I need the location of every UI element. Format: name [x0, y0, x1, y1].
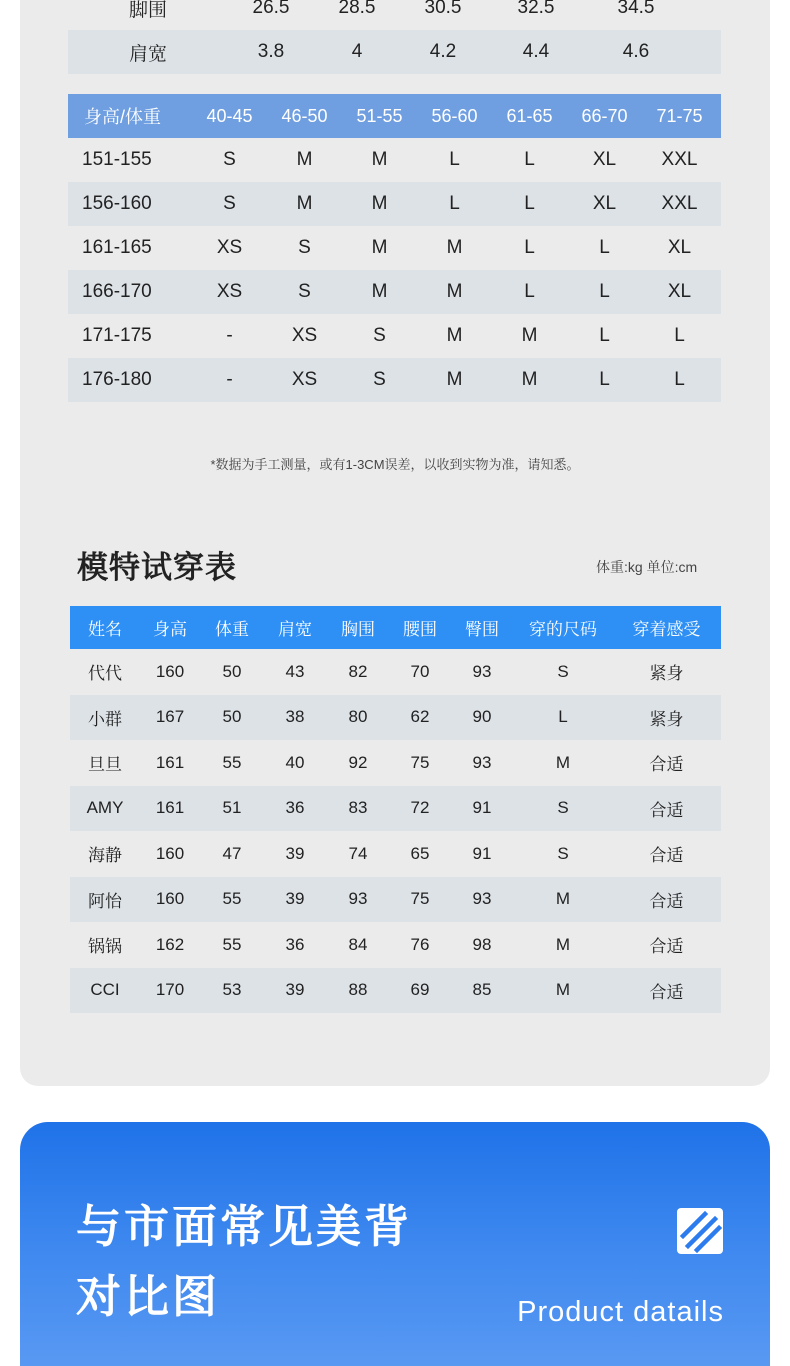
- header-cell: 40-45: [206, 105, 253, 126]
- table-row: [68, 138, 721, 182]
- table-cell: 170: [155, 980, 185, 1000]
- size-cell: XXL: [661, 193, 698, 214]
- table-header: [68, 94, 721, 138]
- units-label: 体重:kg 单位:cm: [596, 559, 698, 575]
- size-cell: M: [296, 193, 313, 214]
- table-cell: 160: [155, 889, 185, 909]
- table-cell: 39: [285, 843, 305, 863]
- size-cell: L: [524, 149, 535, 170]
- table-cell: 161: [155, 752, 185, 772]
- table-cell: 4: [351, 41, 363, 62]
- size-cell: XL: [592, 193, 617, 214]
- table-cell: M: [555, 934, 571, 954]
- table-cell: 4.4: [522, 41, 550, 62]
- table-cell: 84: [348, 934, 368, 954]
- table-cell: 161: [155, 798, 185, 818]
- table-cell: 4.2: [429, 41, 457, 62]
- table-cell: L: [558, 707, 568, 727]
- table-cell: 53: [222, 980, 242, 1000]
- size-cell: S: [373, 325, 386, 346]
- table-cell: 4.6: [622, 41, 650, 62]
- size-cell: L: [524, 193, 535, 214]
- table-cell: 50: [222, 707, 242, 727]
- table-row: [68, 358, 721, 402]
- header-cell: 46-50: [281, 105, 328, 126]
- table-body: [68, 138, 721, 402]
- size-cell: XS: [216, 237, 243, 258]
- table-cell: 69: [410, 980, 430, 1000]
- size-cell: XXL: [661, 149, 698, 170]
- header-cell: 姓名: [88, 620, 122, 639]
- table-cell: 26.5: [252, 0, 290, 18]
- table-cell: 98: [472, 934, 492, 954]
- size-cell: XS: [291, 369, 318, 390]
- size-cell: -: [226, 369, 233, 390]
- table-cell: 65: [410, 843, 430, 863]
- size-cell: M: [446, 237, 463, 258]
- table-cell: 51: [222, 798, 242, 818]
- size-cell: S: [373, 369, 386, 390]
- size-cell: L: [524, 237, 535, 258]
- banner-title: 与市面常见美背对比图: [76, 1201, 413, 1322]
- size-cell: M: [446, 281, 463, 302]
- size-cell: L: [524, 281, 535, 302]
- table-cell: M: [555, 752, 571, 772]
- table-cell: S: [557, 798, 569, 818]
- table-cell: 83: [348, 798, 368, 818]
- table-cell: M: [555, 889, 571, 909]
- table-cell: 93: [348, 889, 368, 909]
- table-row: [68, 226, 721, 270]
- table-cell: 43: [285, 661, 305, 681]
- size-cell: M: [371, 281, 388, 302]
- size-cell: -: [226, 325, 233, 346]
- banner-subtitle: Product datails: [517, 1296, 724, 1328]
- table-cell: 合适: [649, 846, 684, 866]
- table-cell: 合适: [649, 937, 684, 957]
- size-cell: M: [371, 237, 388, 258]
- size-cell: S: [298, 281, 311, 302]
- table-cell: 36: [285, 798, 305, 818]
- table-cell: 55: [222, 889, 242, 909]
- table-cell: 合适: [649, 800, 684, 820]
- table-row: [68, 30, 721, 74]
- model-name: AMY: [86, 798, 124, 818]
- table-cell: 32.5: [517, 0, 555, 18]
- table-cell: 75: [410, 889, 430, 909]
- table-cell: S: [557, 661, 569, 681]
- table-cell: 76: [410, 934, 430, 954]
- table-cell: 92: [348, 752, 368, 772]
- size-chart-top: [68, 0, 721, 74]
- header-cell: 身高: [153, 620, 187, 639]
- table-cell: 28.5: [338, 0, 376, 18]
- table-cell: 62: [410, 707, 430, 727]
- table-cell: 70: [410, 661, 430, 681]
- header-cell: 腰围: [403, 620, 437, 639]
- table-row: [70, 831, 721, 877]
- table-cell: 39: [285, 889, 305, 909]
- row-label: 151-155: [82, 149, 152, 170]
- table-row: [68, 270, 721, 314]
- diagonal-stripes-logo-icon: [675, 1206, 725, 1256]
- size-cell: XL: [667, 237, 692, 258]
- table-row: [70, 695, 721, 741]
- header-cell: 穿着感受: [632, 620, 701, 639]
- header-cell: 61-65: [506, 105, 553, 126]
- header-cell: 穿的尺码: [529, 620, 597, 639]
- table-cell: 80: [348, 707, 368, 727]
- header-cell: 51-55: [356, 105, 403, 126]
- table-row: [70, 968, 721, 1014]
- table-cell: 38: [285, 707, 305, 727]
- section-title: 模特试穿表: [77, 550, 237, 585]
- table-row: [68, 182, 721, 226]
- table-row: [70, 922, 721, 968]
- size-cell: L: [599, 281, 610, 302]
- header-cell: 胸围: [341, 620, 375, 639]
- size-cell: L: [599, 369, 610, 390]
- size-cell: M: [521, 325, 538, 346]
- size-cell: XL: [592, 149, 617, 170]
- table-cell: 162: [155, 934, 185, 954]
- table-cell: 36: [285, 934, 305, 954]
- table-row: [70, 740, 721, 786]
- table-cell: M: [555, 980, 571, 1000]
- table-cell: 85: [472, 980, 492, 1000]
- row-label: 156-160: [82, 193, 152, 214]
- table-cell: 160: [155, 843, 185, 863]
- model-name: 阿怡: [88, 891, 122, 911]
- table-cell: 50: [222, 661, 242, 681]
- table-cell: 55: [222, 752, 242, 772]
- table-cell: 紧身: [649, 664, 684, 684]
- size-cell: M: [446, 369, 463, 390]
- table-row: [70, 649, 721, 695]
- model-fitting-table: [70, 606, 721, 1013]
- table-cell: 紧身: [649, 709, 684, 729]
- size-cell: L: [449, 193, 460, 214]
- table-cell: 39: [285, 980, 305, 1000]
- table-cell: 72: [410, 798, 430, 818]
- table-cell: 88: [348, 980, 368, 1000]
- header-cell: 66-70: [581, 105, 628, 126]
- table-row: [70, 877, 721, 923]
- table-cell: 93: [472, 889, 492, 909]
- row-label: 171-175: [82, 325, 152, 346]
- size-cell: L: [674, 325, 685, 346]
- size-cell: L: [449, 149, 460, 170]
- table-cell: 93: [472, 661, 492, 681]
- table-cell: 47: [222, 843, 242, 863]
- header-cell: 臀围: [465, 620, 499, 639]
- table-cell: 75: [410, 752, 430, 772]
- size-cell: M: [521, 369, 538, 390]
- size-cell: XS: [291, 325, 318, 346]
- table-row: [70, 786, 721, 832]
- header-cell: 71-75: [656, 105, 703, 126]
- table-cell: 40: [285, 752, 305, 772]
- header-cell: 56-60: [431, 105, 478, 126]
- table-cell: 合适: [649, 891, 684, 911]
- size-cell: XL: [667, 281, 692, 302]
- header-cell: 身高/体重: [84, 107, 162, 127]
- header-cell: 体重: [215, 620, 249, 639]
- row-label: 166-170: [82, 281, 152, 302]
- table-cell: 91: [472, 843, 492, 863]
- table-row: [68, 0, 721, 30]
- size-cell: L: [674, 369, 685, 390]
- table-cell: 167: [155, 707, 185, 727]
- table-row: [68, 314, 721, 358]
- size-cell: L: [599, 325, 610, 346]
- size-cell: S: [223, 193, 236, 214]
- row-label: 脚围: [128, 0, 167, 21]
- row-label: 肩宽: [128, 43, 167, 65]
- table-cell: S: [557, 843, 569, 863]
- model-name: CCI: [90, 980, 120, 1000]
- table-header: [70, 606, 721, 649]
- model-name: 旦旦: [88, 755, 122, 775]
- row-label: 176-180: [82, 369, 152, 390]
- table-cell: 82: [348, 661, 368, 681]
- size-cell: M: [446, 325, 463, 346]
- size-cell: M: [371, 193, 388, 214]
- row-label: 161-165: [82, 237, 152, 258]
- table-cell: 30.5: [424, 0, 462, 18]
- table-cell: 3.8: [257, 41, 285, 62]
- table-cell: 34.5: [617, 0, 655, 18]
- size-cell: S: [223, 149, 236, 170]
- model-name: 海静: [88, 846, 122, 866]
- model-name: 锅锅: [88, 937, 122, 957]
- model-name: 小群: [88, 709, 122, 729]
- table-cell: 合适: [649, 982, 684, 1002]
- model-name: 代代: [88, 664, 122, 684]
- size-cell: L: [599, 237, 610, 258]
- table-body: [70, 649, 721, 1013]
- size-cell: XS: [216, 281, 243, 302]
- comparison-banner: [20, 1122, 770, 1366]
- table-cell: 55: [222, 934, 242, 954]
- table-cell: 90: [472, 707, 492, 727]
- size-cell: S: [298, 237, 311, 258]
- table-cell: 合适: [649, 755, 684, 775]
- size-cell: M: [371, 149, 388, 170]
- table-cell: 74: [348, 843, 368, 863]
- measurement-note: *数据为手工测量，或有1-3CM误差，以收到实物为准，请知悉。: [210, 457, 580, 472]
- size-cell: M: [296, 149, 313, 170]
- table-cell: 93: [472, 752, 492, 772]
- table-cell: 160: [155, 661, 185, 681]
- header-cell: 肩宽: [278, 620, 312, 639]
- height-weight-chart: [68, 94, 721, 402]
- table-cell: 91: [472, 798, 492, 818]
